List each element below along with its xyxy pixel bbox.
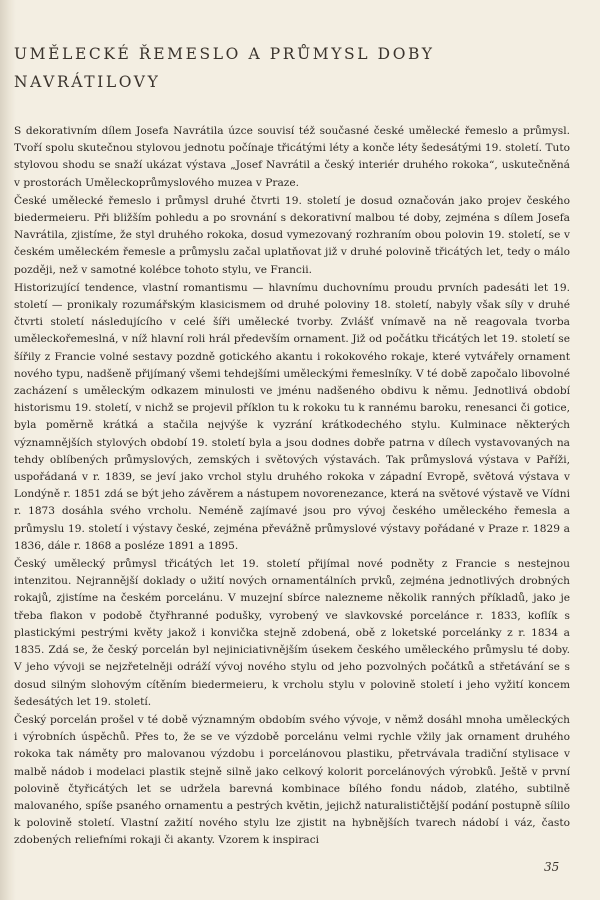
paragraph-5: Český porcelán prošel v té době významným obdobím svého vývoje, v němž dosáhl mnoha uměleckých i výrobních úspěchů. Přes to, že se ve výzdobě porcelánu velmi rychle vžily jak ornament druhého rokoka tak náměty pro malovanou výzdobu i porcelánovou plastiku, přetrvávala tradiční stylisace v malbě nádob i modelaci plastik stejně silně jako celkový kolorit porcelánových výrobků. Ještě v první polovině čtyřicátých let se udržela barevná kombinace bílého fondu nádob, zlatého, subtilně malovaného, spíše psaného ornamentu a pestrých květin, jejichž naturalističtější podání postupně sílilo k polovině století. Vlastní zažití nového stylu lze zjistit na hybnějších tvarech nádobí i váz, často zdobených reliefními rokaji či akanty. Vzorem k inspiraci	[14, 713, 570, 847]
paragraph-1: S dekorativním dílem Josefa Navrátila úzce souvisí též současné české umělecké řemeslo a průmysl. Tvoří spolu skutečnou stylovou jednotu počínaje třicátými léty a konče léty šedesátými 19. století. Tuto stylovou shodu se snaží ukázat výstava „Josef Navrátil a český interiér druhého rokoka“, uskutečněná v prostorách Uměleckoprůmyslového muzea v Praze.	[14, 125, 570, 189]
paragraph-2: České umělecké řemeslo i průmysl druhé čtvrti 19. století je dosud označován jako projev českého biedermeieru. Při bližším pohledu a po srovnání s dekorativní malbou té doby, zejména s dílem Josefa Navrátila, zjistíme, že styl druhého rokoka, dosud vymezovaný rozhraním obou polovin 19. století, se v českém uměleckém řemesle a průmyslu začal uplatňovat již v druhé polovině třicátých let, tedy o málo později, než v samotné kolébce tohoto stylu, ve Francii.	[14, 194, 570, 276]
chapter-title-line-1: UMĚLECKÉ ŘEMESLO A PRŮMYSL DOBY	[14, 45, 435, 63]
chapter-title-line-2: NAVRÁTILOVY	[14, 73, 161, 91]
chapter-title	[14, 40, 574, 96]
paragraph-4: Český umělecký průmysl třicátých let 19. století přijímal nové podněty z Francie s nestejnou intenzitou. Nejrannější doklady o užití nových ornamentálních prvků, zejména jednotlivých drobných rokajů, zjistíme na českém porcelánu. V muzejní sbírce nalezneme několik ranných příkladů, jako je třeba flakon v podobě čtyřhranné podušky, vyrobený ve slavkovské porcelánce r. 1833, koflík s plastickými pestrými květy jakož i konvička stejně zdobená, obě z loketské porcelánky z r. 1834 a 1835. Zdá se, že český porcelán byl nejiniciativnějším úsekem českého uměleckého průmyslu té doby. V jeho vývoji se nejzřetelněji odráží vývoj nového stylu od jeho pozvolných počátků a střetávání se s dosud silným slohovým cítěním biedermeieru, k vrcholu stylu v polovině století i jeho vyžití koncem šedesátých let 19. století.	[14, 558, 570, 708]
body-text	[14, 123, 570, 851]
paragraph-3: Historizující tendence, vlastní romantismu — hlavnímu duchovnímu proudu prvních padesáti let 19. století — pronikaly rozumářským klasicismem od druhé poloviny 18. století, nabyly však síly v druhé čtvrti století následujícího v celé šíři umělecké tvorby. Zvlášť vnímavě na ně reagovala tvorba uměleckořemeslná, v níž hlavní roli hrál především ornament. Již od počátku třicátých let 19. století se šířily z Francie volné sestavy pozdně gotického akantu i rokokového rokaje, které vytvářely ornament nového typu, nadšeně přijímaný všemi tehdejšími uměleckými řemeslníky. V té době započalo libovolné zacházení s uměleckým odkazem minulosti ve jménu nadšeného obdivu k němu. Jednotlivá období historismu 19. století, v nichž se projevil příklon tu k rokoku tu k rannému baroku, renesanci či gotice, byla poměrně krátká a stačila nejvýše k vyzrání krátkodechého stylu. Kulminace některých významnějších stylových období 19. století byla a jsou dodnes dobře patrna v dílech vystavovaných na tehdy oblíbených průmyslových, zemských i světových výstavách. Tak průmyslová výstava v Paříži, uspořádaná v r. 1839, se jeví jako vrchol stylu druhého rokoka v západní Evropě, světová výstava v Londýně r. 1851 zdá se být jeho závěrem a nástupem novorenezance, která na světové výstavě ve Vídni r. 1873 dosáhla svého vrcholu. Neméně zajímavé jsou pro vývoj českého uměleckého řemesla a průmyslu 19. století i výstavy české, zejména převážně průmyslové výstavy pořádané v Praze r. 1829 a 1836, dále r. 1868 a posléze 1891 a 1895.	[14, 281, 570, 552]
page-number: 35	[544, 860, 560, 874]
